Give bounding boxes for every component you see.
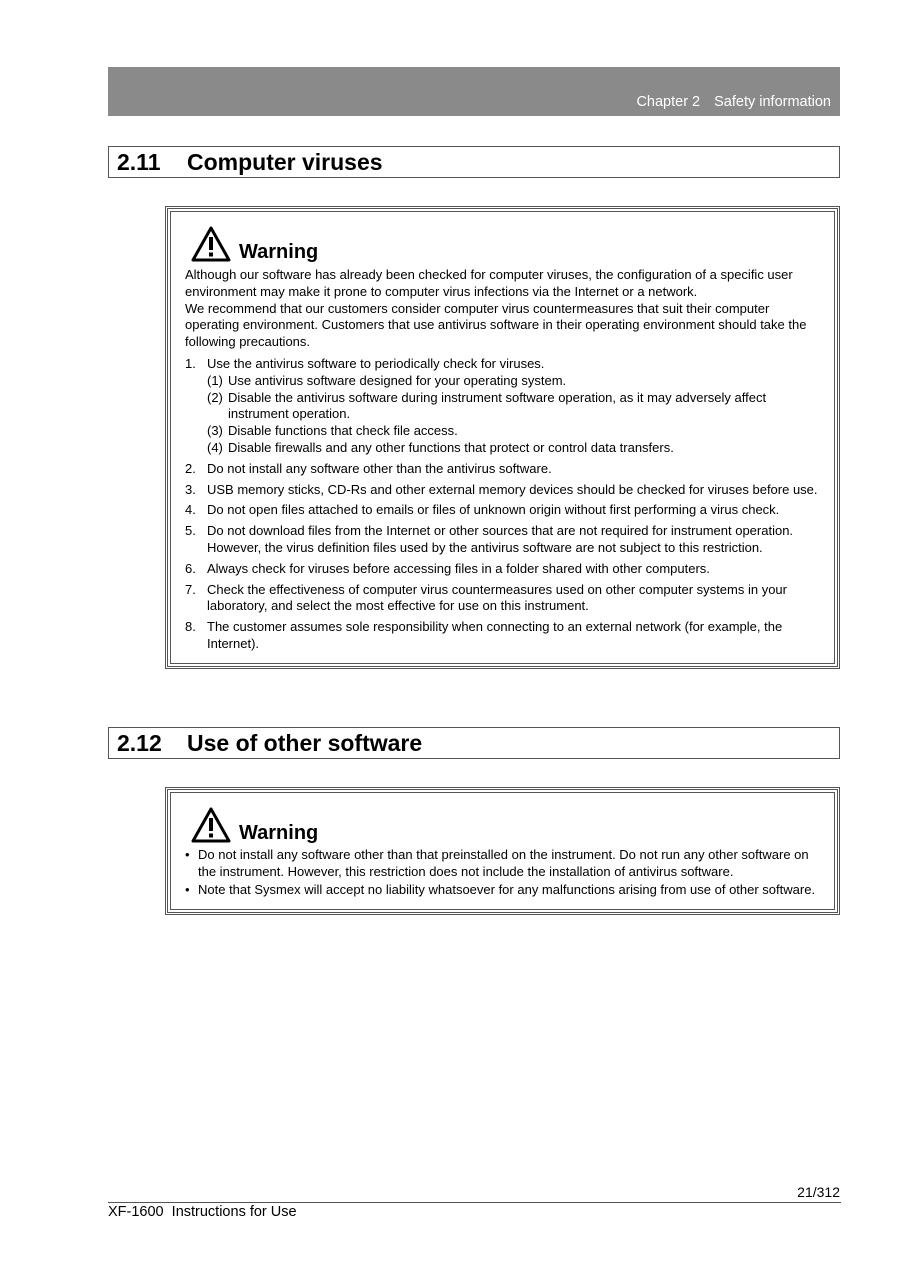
list-item bbox=[185, 356, 820, 457]
sub-item-text: Disable functions that check file access. bbox=[228, 423, 458, 439]
section-heading-computer-viruses bbox=[108, 146, 840, 178]
list-item bbox=[185, 461, 820, 478]
section-title: Use of other software bbox=[187, 730, 423, 756]
warning-paragraph: We recommend that our customers consider computer virus countermeasures that suit their computer operating environment. Customers that use antivirus software in their operating environment should take the following precautions. bbox=[185, 300, 807, 350]
list-item bbox=[185, 847, 820, 881]
list-item-text: Do not open files attached to emails or files of unknown origin without first performing a virus check. bbox=[207, 502, 780, 518]
list-item-number: 4. bbox=[185, 502, 196, 518]
chapter-label: Chapter 2 bbox=[636, 94, 701, 110]
list-item bbox=[185, 482, 820, 499]
list-item-text: Do not install any software other than the antivirus software. bbox=[207, 460, 552, 476]
sub-item-number: (4) bbox=[207, 439, 223, 455]
footer-divider bbox=[108, 1202, 841, 1203]
list-item-text: Do not install any software other than that preinstalled on the instrument. Do not run any other software on the instrument. However, this restriction does not include the installation of antivirus software. bbox=[198, 847, 809, 879]
sub-item-number: (3) bbox=[207, 423, 223, 439]
warning-triangle-icon bbox=[191, 807, 231, 843]
sub-item-text: Disable firewalls and any other functions that protect or control data transfers. bbox=[228, 439, 674, 455]
list-item-number: 3. bbox=[185, 481, 196, 497]
list-item bbox=[185, 523, 820, 557]
sub-list-item bbox=[207, 373, 820, 390]
section-number: 2.12 bbox=[117, 730, 162, 756]
list-item-number: 1. bbox=[185, 355, 196, 371]
list-item-number: 7. bbox=[185, 581, 196, 597]
sub-list-item bbox=[207, 390, 820, 424]
bullet-list bbox=[185, 847, 820, 898]
list-item bbox=[185, 502, 820, 519]
list-item bbox=[185, 582, 820, 616]
warning-title: Warning bbox=[239, 241, 319, 263]
list-item-number: 6. bbox=[185, 560, 196, 576]
list-item-text: Do not download files from the Internet or other sources that are not required for instrument operation. However, the virus definition files used by the antivirus software are not subject to this restriction. bbox=[207, 523, 794, 555]
chapter-section-label: Safety information bbox=[714, 94, 831, 110]
footer-doc-title: XF-1600 Instructions for Use bbox=[108, 1204, 297, 1220]
list-item-number: 8. bbox=[185, 619, 196, 635]
list-item-text: Use the antivirus software to periodically check for viruses. bbox=[207, 355, 545, 371]
list-item-text: Always check for viruses before accessing files in a folder shared with other computers. bbox=[207, 560, 710, 576]
list-item-number: 2. bbox=[185, 460, 196, 476]
list-item-text: Note that Sysmex will accept no liability whatsoever for any malfunctions arising from use of other software. bbox=[198, 881, 816, 897]
sub-list bbox=[207, 373, 820, 457]
bullet-icon: • bbox=[185, 847, 190, 862]
warning-title: Warning bbox=[239, 822, 319, 844]
section-number: 2.11 bbox=[117, 149, 161, 175]
warning-paragraph: Although our software has already been checked for computer viruses, the configuration of a specific user environment may make it prone to computer virus infections via the Internet or a network. bbox=[185, 267, 793, 299]
list-item bbox=[185, 561, 820, 578]
sub-item-text: Use antivirus software designed for your operating system. bbox=[228, 372, 567, 388]
bullet-icon: • bbox=[185, 881, 190, 897]
warning-triangle-icon bbox=[191, 226, 231, 262]
section-title: Computer viruses bbox=[187, 149, 383, 175]
warning-box-other-software bbox=[165, 787, 840, 915]
precautions-list bbox=[185, 356, 820, 653]
sub-list-item bbox=[207, 440, 820, 457]
page-number: 21/312 bbox=[797, 1184, 840, 1200]
sub-item-number: (1) bbox=[207, 372, 223, 388]
section-heading-use-of-other-software bbox=[108, 727, 840, 759]
warning-header bbox=[191, 801, 820, 843]
sub-item-text: Disable the antivirus software during instrument software operation, as it may adversely affect instrument operation. bbox=[228, 389, 767, 422]
sub-item-number: (2) bbox=[207, 389, 223, 405]
list-item bbox=[185, 882, 820, 899]
chapter-header-text bbox=[636, 94, 831, 110]
list-item-text: USB memory sticks, CD-Rs and other external memory devices should be checked for viruses before use. bbox=[207, 481, 818, 497]
sub-list-item bbox=[207, 423, 820, 440]
list-item-text: Check the effectiveness of computer virus countermeasures used on other computer systems in your laboratory, and select the most effective for use on this instrument. bbox=[207, 581, 787, 614]
warning-header bbox=[191, 220, 820, 262]
list-item-text: The customer assumes sole responsibility when connecting to an external network (for example, the Internet). bbox=[207, 619, 783, 651]
list-item-number: 5. bbox=[185, 523, 196, 539]
warning-box-computer-viruses bbox=[165, 206, 840, 669]
list-item bbox=[185, 619, 820, 653]
chapter-header-bar bbox=[108, 67, 840, 116]
